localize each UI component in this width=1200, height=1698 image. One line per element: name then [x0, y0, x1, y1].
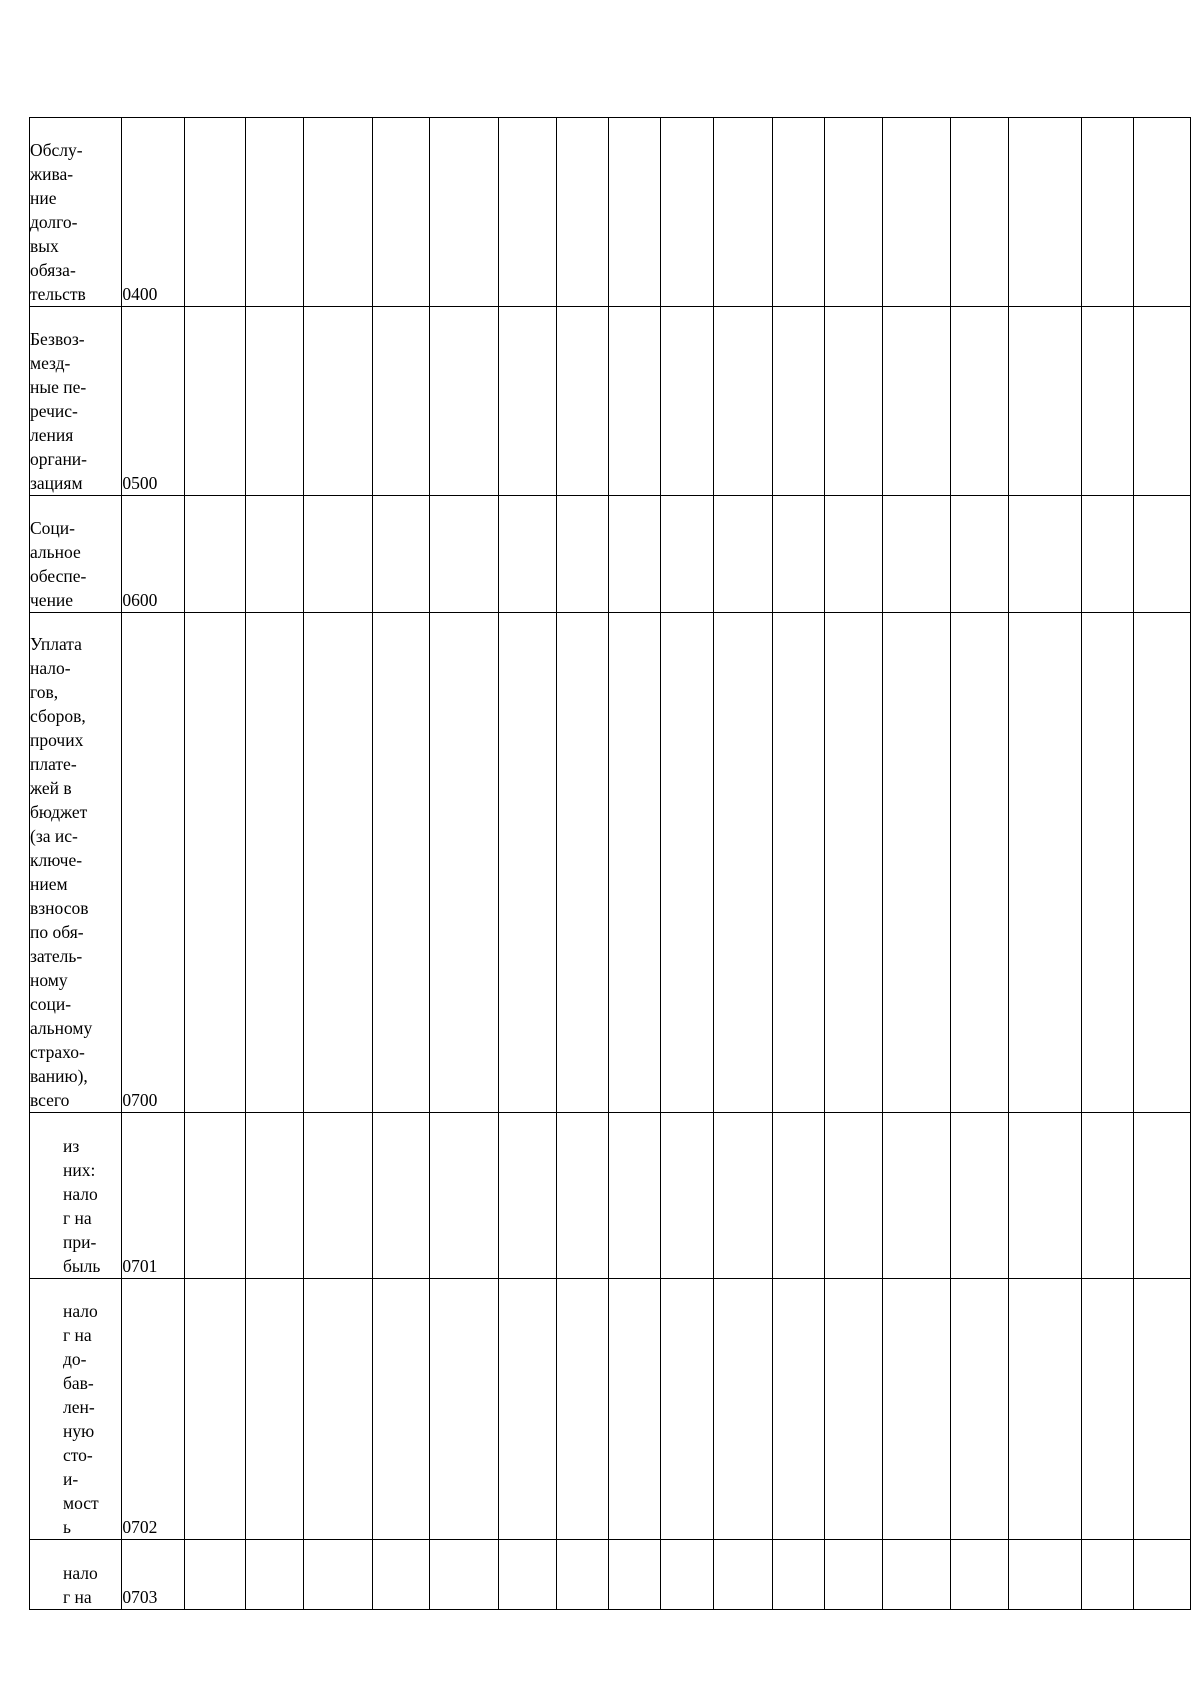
value-cell [824, 1540, 882, 1610]
value-cell [661, 613, 714, 1113]
value-cell [246, 1540, 303, 1610]
row-code: 0701 [122, 1113, 185, 1279]
row-name-cell [30, 1540, 122, 1610]
value-cell [824, 1279, 882, 1540]
value-cell [1081, 1540, 1133, 1610]
value-cell [246, 307, 303, 496]
value-cell [661, 496, 714, 613]
row-name-cell [30, 1279, 122, 1540]
value-cell [303, 118, 372, 307]
value-cell [714, 118, 772, 307]
value-cell [951, 118, 1009, 307]
value-cell [430, 1279, 499, 1540]
row-code: 0703 [122, 1540, 185, 1610]
value-cell [246, 1113, 303, 1279]
value-cell [184, 1279, 246, 1540]
value-cell [824, 496, 882, 613]
value-cell [184, 1540, 246, 1610]
value-cell [1009, 613, 1081, 1113]
value-cell [1081, 307, 1133, 496]
value-cell [951, 307, 1009, 496]
value-cell [883, 118, 951, 307]
value-cell [772, 1113, 824, 1279]
value-cell [824, 118, 882, 307]
table-row [30, 496, 1191, 613]
row-code: 0700 [122, 613, 185, 1113]
value-cell [184, 118, 246, 307]
table-row [30, 613, 1191, 1113]
value-cell [883, 1279, 951, 1540]
row-code: 0500 [122, 307, 185, 496]
table-row [30, 307, 1191, 496]
row-name: Соци- альное обеспе- чение [30, 518, 87, 610]
value-cell [372, 613, 429, 1113]
value-cell [499, 1540, 557, 1610]
value-cell [609, 118, 661, 307]
value-cell [372, 496, 429, 613]
value-cell [661, 118, 714, 307]
value-cell [661, 1113, 714, 1279]
value-cell [609, 1279, 661, 1540]
value-cell [499, 496, 557, 613]
row-name-cell [30, 1113, 122, 1279]
value-cell [951, 1113, 1009, 1279]
value-cell [303, 307, 372, 496]
value-cell [609, 496, 661, 613]
value-cell [246, 1279, 303, 1540]
row-name: Обслу- жива- ние долго- вых обяза- тельств [30, 140, 86, 304]
value-cell [772, 1540, 824, 1610]
value-cell [714, 496, 772, 613]
value-cell [1133, 307, 1190, 496]
value-cell [557, 1113, 609, 1279]
table-row [30, 1540, 1191, 1610]
value-cell [1009, 1113, 1081, 1279]
value-cell [714, 1279, 772, 1540]
value-cell [557, 307, 609, 496]
value-cell [1133, 118, 1190, 307]
value-cell [430, 1113, 499, 1279]
value-cell [303, 1279, 372, 1540]
value-cell [883, 496, 951, 613]
value-cell [557, 496, 609, 613]
value-cell [951, 1540, 1009, 1610]
row-name-cell [30, 613, 122, 1113]
row-name-cell [30, 307, 122, 496]
table-row [30, 1113, 1191, 1279]
value-cell [1133, 1113, 1190, 1279]
row-code: 0400 [122, 118, 185, 307]
value-cell [1009, 496, 1081, 613]
value-cell [1081, 613, 1133, 1113]
value-cell [499, 307, 557, 496]
value-cell [430, 496, 499, 613]
row-name: Безвоз- мезд- ные пе- речис- ления органи- зациям [30, 329, 88, 493]
value-cell [951, 1279, 1009, 1540]
value-cell [1081, 1113, 1133, 1279]
value-cell [557, 1279, 609, 1540]
value-cell [1133, 1540, 1190, 1610]
value-cell [1081, 118, 1133, 307]
row-name: нало г на [63, 1563, 98, 1607]
value-cell [499, 613, 557, 1113]
value-cell [772, 613, 824, 1113]
expenditure-table [29, 117, 1191, 1610]
value-cell [609, 1540, 661, 1610]
value-cell [772, 307, 824, 496]
value-cell [824, 307, 882, 496]
row-code: 0600 [122, 496, 185, 613]
value-cell [883, 613, 951, 1113]
value-cell [372, 307, 429, 496]
value-cell [1133, 1279, 1190, 1540]
value-cell [883, 1540, 951, 1610]
value-cell [184, 1113, 246, 1279]
value-cell [951, 613, 1009, 1113]
value-cell [184, 307, 246, 496]
value-cell [1009, 118, 1081, 307]
value-cell [661, 1540, 714, 1610]
value-cell [372, 118, 429, 307]
value-cell [372, 1279, 429, 1540]
row-name: Уплата нало- гов, сборов, прочих плате- жей в бюджет (за ис- ключе- нием взносов по обя- затель- ному соци- альному страхо- ванию), всего [30, 634, 93, 1110]
value-cell [1081, 496, 1133, 613]
value-cell [372, 1540, 429, 1610]
row-name: нало г на до- бав- лен- ную сто- и- мост ь [63, 1301, 99, 1537]
table-body [30, 118, 1191, 1610]
value-cell [951, 496, 1009, 613]
row-code: 0702 [122, 1279, 185, 1540]
value-cell [246, 613, 303, 1113]
value-cell [883, 1113, 951, 1279]
value-cell [246, 496, 303, 613]
row-name-cell [30, 496, 122, 613]
value-cell [372, 1113, 429, 1279]
value-cell [609, 613, 661, 1113]
value-cell [714, 1540, 772, 1610]
value-cell [609, 1113, 661, 1279]
value-cell [824, 1113, 882, 1279]
value-cell [557, 118, 609, 307]
value-cell [499, 118, 557, 307]
table-row [30, 1279, 1191, 1540]
row-name: из них: нало г на при- быль [63, 1136, 101, 1276]
value-cell [714, 307, 772, 496]
value-cell [430, 118, 499, 307]
value-cell [303, 496, 372, 613]
row-name-cell [30, 118, 122, 307]
value-cell [430, 613, 499, 1113]
value-cell [557, 1540, 609, 1610]
value-cell [430, 1540, 499, 1610]
value-cell [430, 307, 499, 496]
value-cell [661, 307, 714, 496]
value-cell [1081, 1279, 1133, 1540]
value-cell [772, 1279, 824, 1540]
value-cell [246, 118, 303, 307]
value-cell [557, 613, 609, 1113]
value-cell [824, 613, 882, 1113]
value-cell [883, 307, 951, 496]
value-cell [1133, 496, 1190, 613]
value-cell [499, 1113, 557, 1279]
value-cell [661, 1279, 714, 1540]
value-cell [303, 1540, 372, 1610]
value-cell [499, 1279, 557, 1540]
value-cell [772, 118, 824, 307]
table-row [30, 118, 1191, 307]
value-cell [184, 613, 246, 1113]
value-cell [772, 496, 824, 613]
value-cell [1009, 307, 1081, 496]
value-cell [1009, 1279, 1081, 1540]
value-cell [303, 1113, 372, 1279]
value-cell [609, 307, 661, 496]
value-cell [1133, 613, 1190, 1113]
value-cell [184, 496, 246, 613]
value-cell [303, 613, 372, 1113]
value-cell [714, 1113, 772, 1279]
value-cell [714, 613, 772, 1113]
value-cell [1009, 1540, 1081, 1610]
